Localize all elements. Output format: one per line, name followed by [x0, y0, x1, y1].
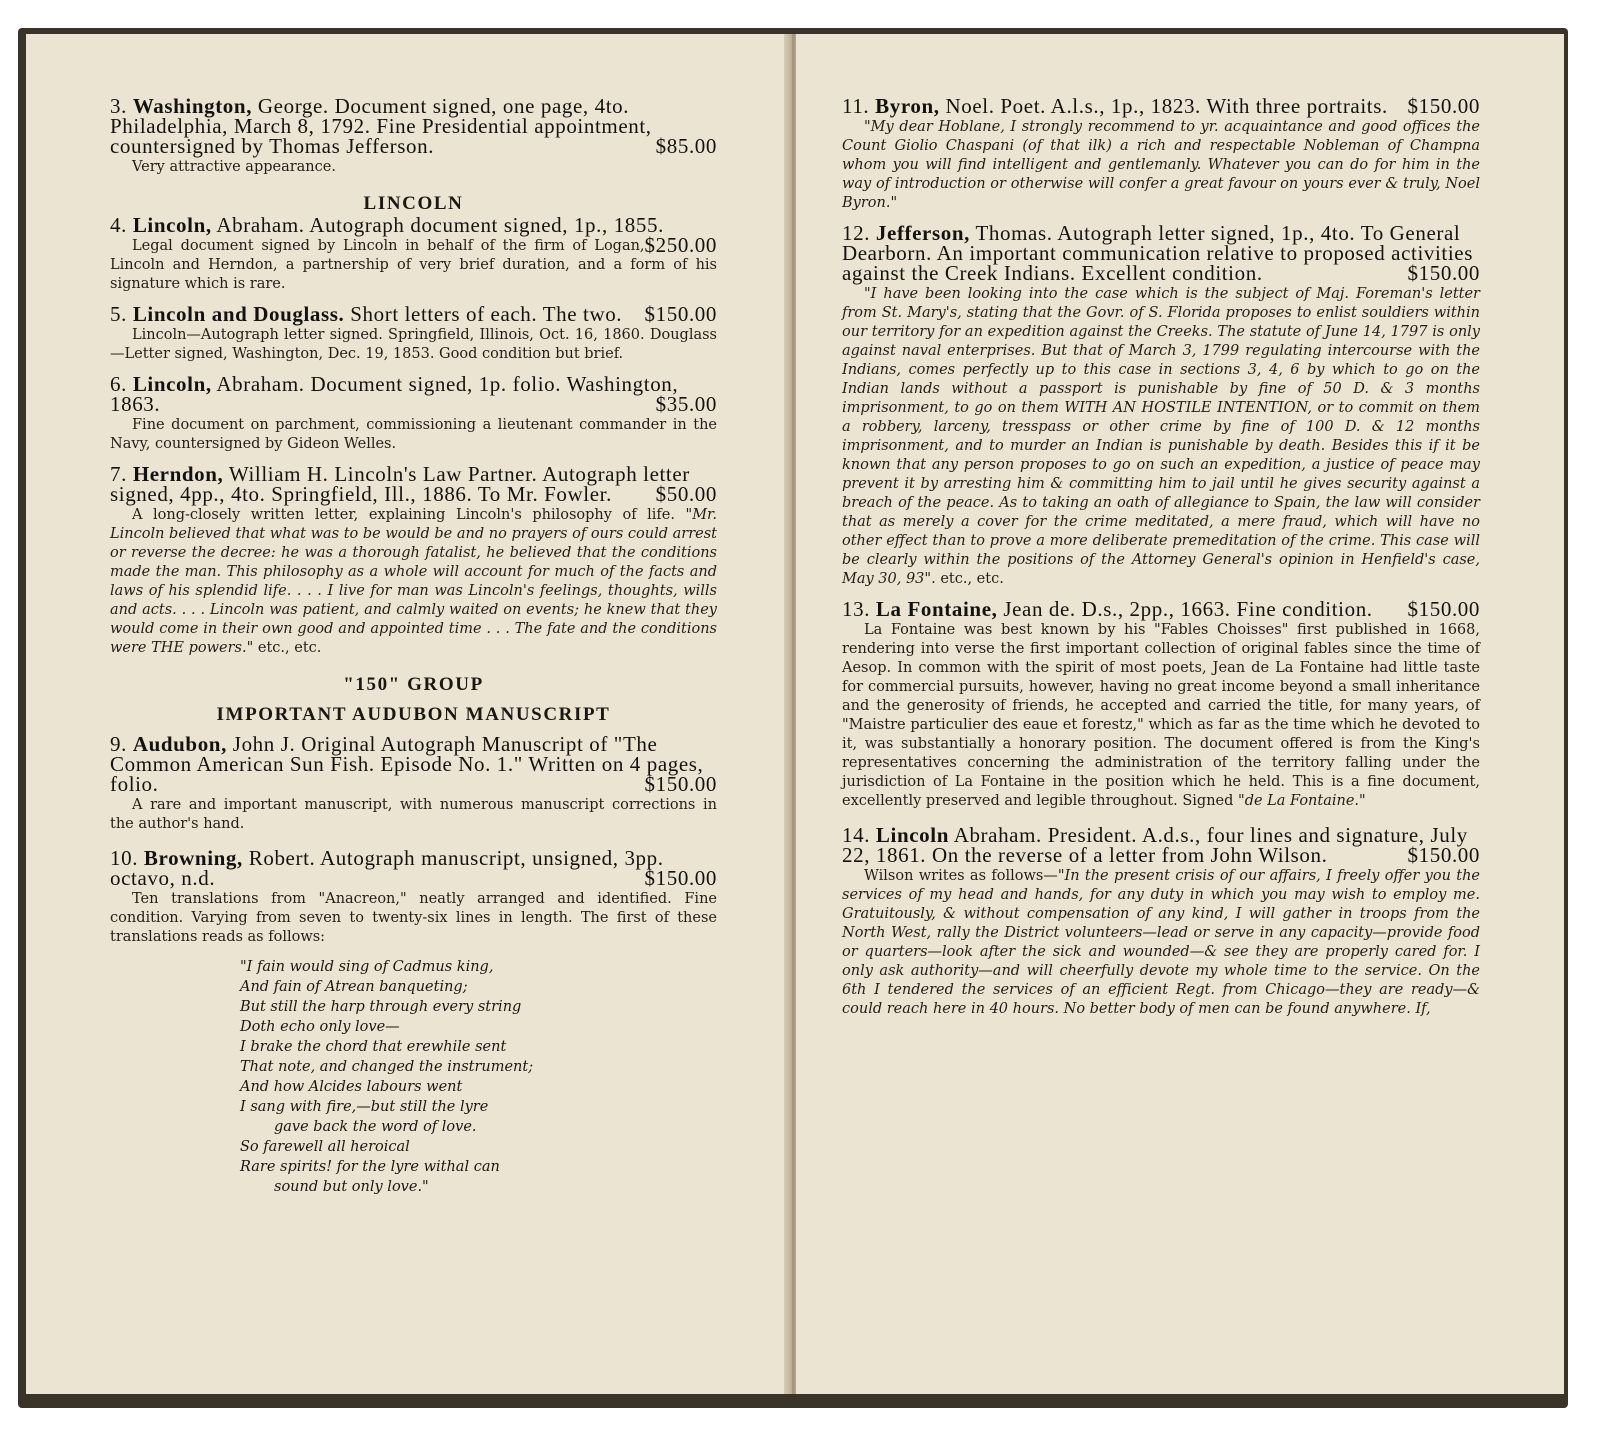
verse-line: So farewell all heroical — [240, 1139, 410, 1155]
entry-6 — [110, 374, 717, 454]
lot-description: Abraham. Autograph document signed, 1p., 1855. — [216, 213, 664, 237]
left-page — [26, 34, 788, 1394]
lot-number: 12. — [842, 221, 871, 245]
lot-note-tail: etc., etc. — [940, 571, 1004, 587]
lot-name: Jefferson, — [875, 221, 970, 245]
lot-description: Robert. Autograph manuscript, unsigned, 3pp. octavo, n.d. — [110, 846, 664, 890]
lot-description: Short letters of each. The two. — [350, 302, 623, 326]
section-heading-150-group: "150" GROUP — [343, 674, 484, 695]
lot-name: La Fontaine, — [875, 597, 998, 621]
entry-9 — [110, 734, 717, 834]
lot-name: Audubon, — [132, 732, 227, 756]
lot-number: 6. — [110, 372, 127, 396]
lot-note: A rare and important manuscript, with numerous manuscript corrections in the author's hand. — [110, 797, 717, 832]
lot-description: Thomas. Autograph letter signed, 1p., 4to. To General Dearborn. An important communication relative to proposed activities against the Creek Indians. Excellent condition. — [842, 221, 1473, 285]
lot-description: Abraham. President. A.d.s., four lines and signature, July 22, 1861. On the reverse of a letter from John Wilson. — [842, 823, 1468, 867]
lot-price: $150.00 — [1407, 261, 1480, 285]
lot-price: $150.00 — [644, 866, 717, 890]
verse-line: But still the harp through every string — [240, 999, 522, 1015]
lot-name: Herndon, — [132, 462, 224, 486]
lot-quote: "de La Fontaine." — [1238, 793, 1366, 809]
entry-4 — [110, 215, 717, 294]
lot-note-tail: etc., etc. — [257, 640, 322, 656]
lot-price: $35.00 — [655, 392, 717, 416]
lot-note-text: La Fontaine was best known by his "Fables Choisses" first published in 1668, rendering into verse the first important collection of original fables since the time of Aesop. In common with the spirit of most poets, Jean de La Fontaine had little taste for commercial pursuits, however, having no great income beyond a small inheritance and the generosity of friends, he accepted and carried the title, for many years, of "Maistre particulier des eaue et forestz," which as far as the time which he devoted to it, was substantially a honorary position. The document offered is from the King's representatives concerning the administration of the territory falling under the jurisdiction of La Fontaine in the position which he held. This is a fine document, excellently preserved and legible throughout. Signed — [842, 622, 1480, 809]
lot-note: Ten translations from "Anacreon," neatly arranged and identified. Fine condition. Varying from seven to twenty-six lines in length. The first of these translations reads as follows: — [110, 891, 717, 945]
lot-number: 4. — [110, 213, 127, 237]
right-page — [796, 34, 1564, 1394]
lot-number: 3. — [110, 94, 127, 118]
lot-number: 7. — [110, 462, 127, 486]
verse-line: Doth echo only love— — [240, 1019, 400, 1035]
lot-note — [110, 506, 717, 658]
lot-name: Lincoln and Douglass. — [132, 302, 345, 326]
lot-name: Byron, — [875, 94, 940, 118]
lot-number: 10. — [110, 846, 139, 870]
section-heading-audubon: IMPORTANT AUDUBON MANUSCRIPT — [216, 704, 611, 725]
lot-quote: "My dear Hoblane, I strongly recommend to yr. acquaintance and good offices the Count Giolio Chaspani (of that ilk) a rich and respectable Nobleman of Champna whom you will find intelligent and gentlemanly. Whatever you can do for him in the way of introduction or otherwise will confer a great favour on yours ever & truly, Noel Byron." — [842, 119, 1480, 211]
lot-price: $150.00 — [1407, 94, 1480, 118]
lot-price: $250.00 — [644, 233, 717, 257]
lot-description: John J. Original Autograph Manuscript of "The Common American Sun Fish. Episode No. 1." Written on 4 pages, folio. — [110, 732, 704, 796]
lot-note — [842, 867, 1480, 1019]
lot-number: 5. — [110, 302, 127, 326]
lot-price: $50.00 — [655, 482, 717, 506]
verse-line: sound but only love." — [274, 1179, 429, 1195]
lot-note — [842, 621, 1480, 811]
lot-price: $150.00 — [644, 772, 717, 796]
lot-description: George. Document signed, one page, 4to. Philadelphia, March 8, 1792. Fine Presidential appointment, countersigned by Thomas Jefferson. — [110, 94, 652, 158]
lot-number: 14. — [842, 823, 871, 847]
entry-3 — [110, 96, 717, 177]
lot-note-text: Wilson writes as follows— — [864, 868, 1058, 884]
lot-number: 9. — [110, 732, 127, 756]
browning-verse — [240, 957, 717, 1197]
entry-10 — [110, 848, 717, 947]
entry-11 — [842, 96, 1480, 213]
lot-note: Legal document signed by Lincoln in behalf of the firm of Logan, Lincoln and Herndon, a partnership of very brief duration, and a form of his signature which is rare. — [110, 238, 717, 292]
lot-name: Lincoln, — [132, 213, 212, 237]
lot-name: Lincoln, — [132, 372, 212, 396]
lot-description: Jean de. D.s., 2pp., 1663. Fine condition. — [1003, 597, 1373, 621]
verse-line: Rare spirits! for the lyre withal can — [240, 1159, 500, 1175]
lot-note: Lincoln—Autograph letter signed. Springfield, Illinois, Oct. 16, 1860. Douglass—Letter signed, Washington, Dec. 19, 1853. Good condition but brief. — [110, 327, 717, 362]
verse-line: And fain of Atrean banqueting; — [240, 979, 468, 995]
lot-note: Very attractive appearance. — [132, 159, 336, 175]
lot-name: Lincoln — [875, 823, 949, 847]
entry-14 — [842, 825, 1480, 1019]
lot-description: Abraham. Document signed, 1p. folio. Washington, 1863. — [110, 372, 679, 416]
entry-7 — [110, 464, 717, 658]
lot-price: $150.00 — [644, 302, 717, 326]
lot-price: $150.00 — [1407, 597, 1480, 621]
section-heading-lincoln: LINCOLN — [363, 193, 464, 214]
lot-quote: "Mr. Lincoln believed that what was to be would be and no prayers of ours could arrest or reverse the decree: he was a thorough fatalist, he believed that the conditions made the man. This philosophy as a whole will account for much of the facts and laws of his splendid life. . . . I live for man was Lincoln's feelings, thoughts, wills and acts. . . . Lincoln was patient, and calmly waited on events; he knew that they would come in their own good and appointed time . . . The fate and the conditions were THE powers." — [110, 507, 717, 656]
lot-number: 13. — [842, 597, 871, 621]
lot-name: Browning, — [143, 846, 243, 870]
entry-5 — [110, 304, 717, 364]
lot-price: $85.00 — [655, 134, 717, 158]
lot-description: Noel. Poet. A.l.s., 1p., 1823. With three portraits. — [945, 94, 1388, 118]
verse-line: I brake the chord that erewhile sent — [240, 1039, 507, 1055]
verse-line: "I fain would sing of Cadmus king, — [240, 959, 494, 975]
lot-note-text: A long-closely written letter, explaining Lincoln's philosophy of life. — [132, 507, 675, 523]
entry-12 — [842, 223, 1480, 589]
lot-quote: "In the present crisis of our affairs, I freely offer you the services of my head and hands, for any duty in which you may wish to employ me. Gratuitously, & without compensation of any kind, I will gather in troops from the North West, rally the District volunteers—lead or serve in any capacity—provide food or quarters—look after the sick and wounded—& see they are properly cared for. I only ask authority—and will cheerfully devote my whole time to the service. On the 6th I tendered the services of an efficient Regt. from Chicago—they are ready—& could reach here in 40 hours. No better body of men can be found anywhere. If, — [842, 868, 1480, 1017]
lot-note: Fine document on parchment, commissioning a lieutenant commander in the Navy, countersigned by Gideon Welles. — [110, 417, 717, 452]
verse-line: gave back the word of love. — [274, 1119, 477, 1135]
lot-quote: "I have been looking into the case which is the subject of Maj. Foreman's letter from St. Mary's, stating that the Govr. of S. Florida proposes to enlist souldiers within our territory for an expedition against the Creeks. The statute of June 14, 1797 is only against naval enterprises. But that of March 3, 1799 regulating intercourse with the Indians, comes perfectly up to this case in sections 3, 4, 6 by which to go on the Indian lands without a passport is punishable by fine of 50 D. & 3 months imprisonment, to go on them WITH AN HOSTILE INTENTION, or to commit on them a robbery, larceny, tresspass or other crime by fine of 100 D. & 12 months imprisonment, and to murder an Indian is punishable by death. Besides this if it be known that any person proposes to go on such an expedition, a justice of peace may prevent it by arresting him & committing him to jail until he gives security against a breach of the peace. As to taking an oath of allegiance to Spain, the law will consider that as merely a cover for the crime meditated, a mere fraud, which will have no other effect than to prove a more deliberate premeditation of the crime. This case will be clearly within the positions of the Attorney General's opinion in Henfield's case, May 30, 93". — [842, 286, 1480, 587]
lot-price: $150.00 — [1407, 843, 1480, 867]
lot-description: William H. Lincoln's Law Partner. Autograph letter signed, 4pp., 4to. Springfield, Ill., 1886. To Mr. Fowler. — [110, 462, 690, 506]
verse-line: That note, and changed the instrument; — [240, 1059, 534, 1075]
verse-line: I sang with fire,—but still the lyre — [240, 1099, 489, 1115]
verse-line: And how Alcides labours went — [240, 1079, 463, 1095]
lot-number: 11. — [842, 94, 870, 118]
entry-13 — [842, 599, 1480, 811]
lot-note — [842, 285, 1480, 589]
lot-name: Washington, — [132, 94, 253, 118]
